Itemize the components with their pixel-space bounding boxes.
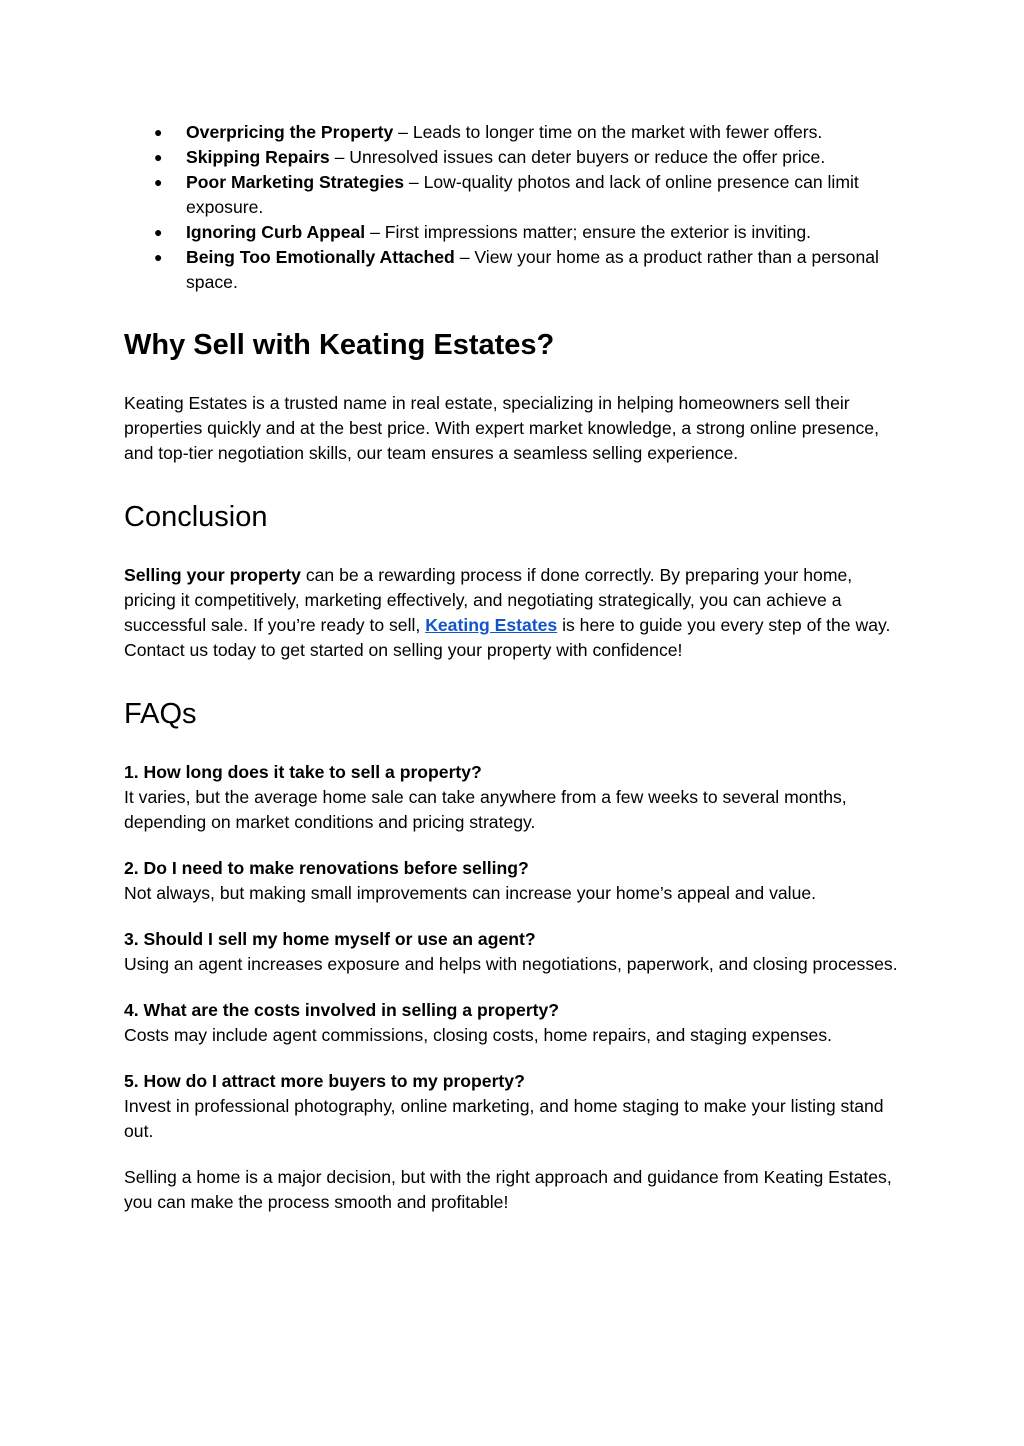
mistake-text: – Low-quality photos and lack of online presence can limit exposure. xyxy=(186,172,859,217)
bullet-icon: ● xyxy=(154,124,163,140)
mistake-title: Overpricing the Property xyxy=(186,122,394,142)
bullet-icon: ● xyxy=(154,249,163,265)
document-page xyxy=(124,120,904,1215)
faq-question: 1. How long does it take to sell a property? xyxy=(124,762,482,782)
conclusion-heading: Conclusion xyxy=(124,501,268,533)
closing-paragraph: Selling a home is a major decision, but with the right approach and guidance from Keating Estates, you can make the process smooth and profitable! xyxy=(124,1167,892,1212)
conclusion-lead: Selling your property xyxy=(124,565,301,585)
faq-item xyxy=(124,1069,904,1144)
mistake-text: – Unresolved issues can deter buyers or reduce the offer price. xyxy=(329,147,826,167)
mistake-title: Ignoring Curb Appeal xyxy=(186,222,366,242)
list-item xyxy=(124,220,904,245)
list-item xyxy=(124,170,904,220)
faq-answer: Costs may include agent commissions, closing costs, home repairs, and staging expenses. xyxy=(124,1025,833,1045)
faqs-heading: FAQs xyxy=(124,698,197,730)
faq-answer: Using an agent increases exposure and helps with negotiations, paperwork, and closing processes. xyxy=(124,954,898,974)
list-item xyxy=(124,145,904,170)
faq-answer: Not always, but making small improvements can increase your home’s appeal and value. xyxy=(124,883,817,903)
mistake-text: – View your home as a product rather than a personal space. xyxy=(186,247,879,292)
bullet-icon: ● xyxy=(154,224,163,240)
list-item xyxy=(124,120,904,145)
mistake-text: – Leads to longer time on the market with fewer offers. xyxy=(393,122,823,142)
faq-question: 5. How do I attract more buyers to my property? xyxy=(124,1071,525,1091)
conclusion-text-end: is here to guide you every step of the way. Contact us today to get started on selling your property with confidence! xyxy=(124,615,891,660)
faq-question: 4. What are the costs involved in selling a property? xyxy=(124,1000,560,1020)
why-sell-paragraph: Keating Estates is a trusted name in real estate, specializing in helping homeowners sell their properties quickly and at the best price. With expert market knowledge, a strong online presence, and top-tier negotiation skills, our team ensures a seamless selling experience. xyxy=(124,393,879,463)
bullet-icon: ● xyxy=(154,149,163,165)
bullet-icon: ● xyxy=(154,174,163,190)
mistake-text: – First impressions matter; ensure the exterior is inviting. xyxy=(365,222,812,242)
conclusion-paragraph xyxy=(124,563,904,663)
faq-question: 3. Should I sell my home myself or use an agent? xyxy=(124,929,536,949)
faq-question: 2. Do I need to make renovations before selling? xyxy=(124,858,529,878)
list-item xyxy=(124,245,904,295)
faq-item xyxy=(124,760,904,835)
conclusion-text: can be a rewarding process if done correctly. By preparing your home, pricing it competitively, marketing effectively, and negotiating strategically, you can achieve a successful sale. If you’re ready to sell, xyxy=(124,565,853,635)
mistakes-list xyxy=(124,120,904,295)
mistake-title: Being Too Emotionally Attached xyxy=(186,247,455,267)
mistake-title: Skipping Repairs xyxy=(186,147,330,167)
faq-answer: Invest in professional photography, online marketing, and home staging to make your listing stand out. xyxy=(124,1096,884,1141)
faq-item xyxy=(124,998,904,1048)
faq-item xyxy=(124,927,904,977)
mistake-title: Poor Marketing Strategies xyxy=(186,172,405,192)
faq-item xyxy=(124,856,904,906)
faq-answer: It varies, but the average home sale can take anywhere from a few weeks to several months, depending on market conditions and pricing strategy. xyxy=(124,787,847,832)
keating-estates-link[interactable]: Keating Estates xyxy=(425,615,558,635)
why-sell-heading: Why Sell with Keating Estates? xyxy=(124,329,555,361)
